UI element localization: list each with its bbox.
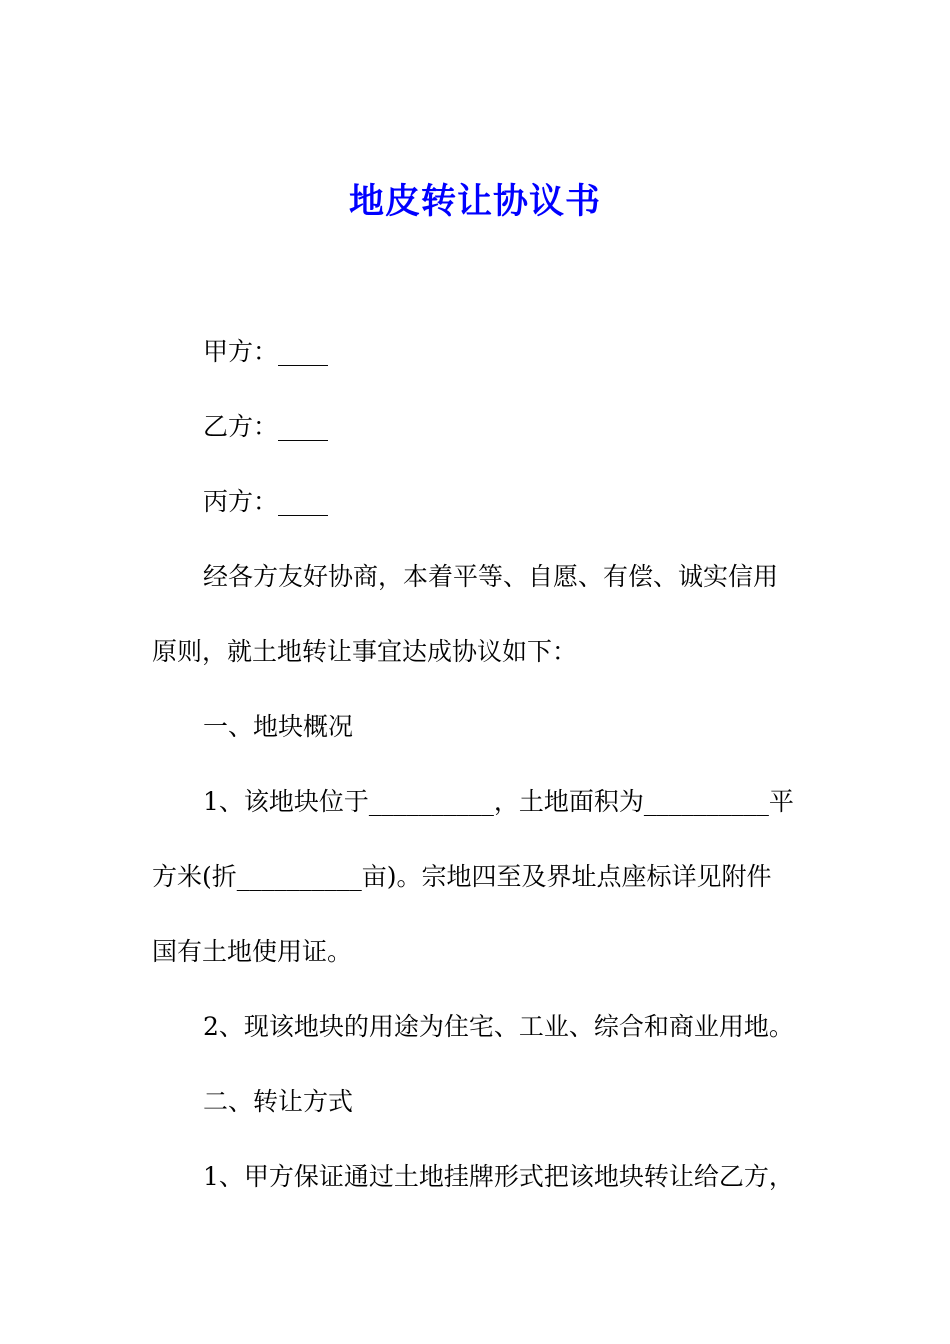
party-b-line: 乙方：____ xyxy=(203,412,329,441)
clause-1-2-line: 2、现该地块的用途为住宅、工业、综合和商业用地。 xyxy=(203,1012,794,1041)
intro-paragraph-line: 经各方友好协商，本着平等、自愿、有偿、诚实信用 xyxy=(203,562,779,591)
section-heading-transfer-method: 二、转让方式 xyxy=(203,1087,354,1116)
clause-1-1-line: 国有土地使用证。 xyxy=(152,937,353,966)
clause-2-1-line: 1、甲方保证通过土地挂牌形式把该地块转让给乙方， xyxy=(203,1162,794,1191)
party-a-line: 甲方：____ xyxy=(203,337,329,366)
intro-paragraph-line: 原则，就土地转让事宜达成协议如下： xyxy=(152,637,578,666)
party-c-line: 丙方：____ xyxy=(203,487,329,516)
clause-1-1-line: 1、该地块位于__________，土地面积为__________平 xyxy=(203,787,794,816)
clause-1-1-line: 方米(折__________亩)。宗地四至及界址点座标详见附件 xyxy=(152,862,772,891)
section-heading-plot-overview: 一、地块概况 xyxy=(203,712,354,741)
document-title: 地皮转让协议书 xyxy=(348,181,601,222)
